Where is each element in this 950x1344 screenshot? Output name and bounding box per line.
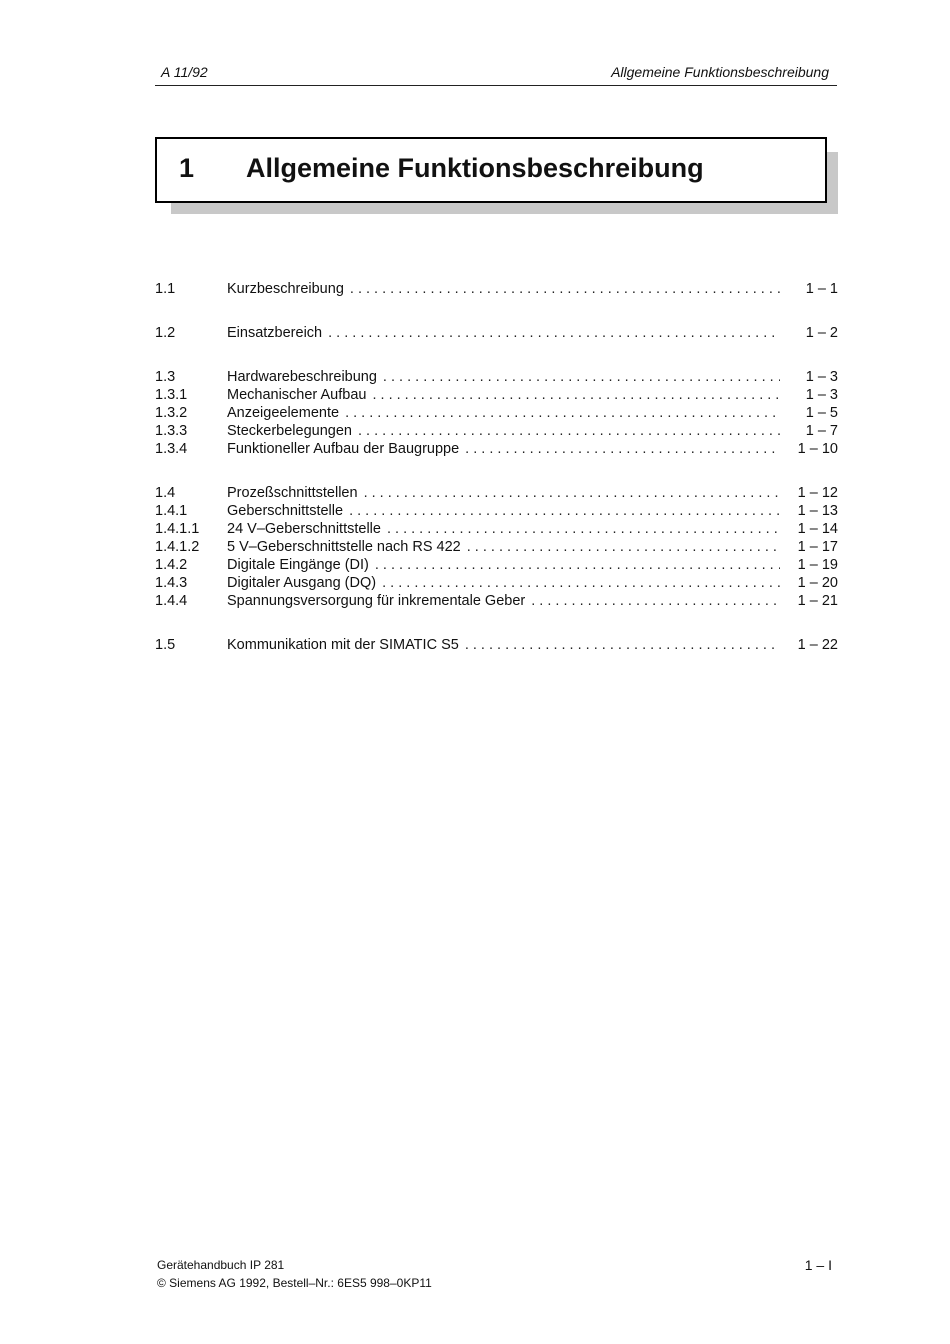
toc-number: 1.4.1 <box>155 503 188 519</box>
toc-title: Funktioneller Aufbau der Baugruppe <box>227 441 460 457</box>
toc-page: 1 – 14 <box>797 521 838 537</box>
toc-row <box>155 592 838 610</box>
toc-page: 1 – 5 <box>805 405 838 421</box>
toc-number: 1.4.4 <box>155 593 188 609</box>
toc-number: 1.4.1.1 <box>155 521 200 537</box>
toc-row <box>155 484 838 502</box>
toc-leader-dots <box>465 636 780 654</box>
toc-leader-dots <box>345 404 780 422</box>
toc-row <box>155 386 838 404</box>
toc-page: 1 – 17 <box>797 539 838 555</box>
toc-page: 1 – 20 <box>797 575 838 591</box>
toc-title: Geberschnittstelle <box>227 503 344 519</box>
header-date: A 11/92 <box>161 64 208 80</box>
toc-page: 1 – 12 <box>797 485 838 501</box>
header-section-title: Allgemeine Funktionsbeschreibung <box>611 64 829 80</box>
toc-title: Mechanischer Aufbau <box>227 387 367 403</box>
toc-page: 1 – 10 <box>797 441 838 457</box>
toc-title: 24 V–Geberschnittstelle <box>227 521 381 537</box>
toc-number: 1.4.1.2 <box>155 539 200 555</box>
toc-title: Kommunikation mit der SIMATIC S5 <box>227 637 459 653</box>
chapter-title: Allgemeine Funktionsbeschreibung <box>246 153 704 183</box>
toc-page: 1 – 3 <box>805 387 838 403</box>
toc-number: 1.3.4 <box>155 441 188 457</box>
toc-title: Anzeigeelemente <box>227 405 340 421</box>
toc-title: Einsatzbereich <box>227 325 323 341</box>
footer-manual-title: Gerätehandbuch IP 281 <box>157 1258 285 1272</box>
toc-leader-dots <box>531 592 780 610</box>
toc-row <box>155 280 838 298</box>
toc-leader-dots <box>372 386 780 404</box>
toc-number: 1.4 <box>155 485 176 501</box>
toc-leader-dots <box>350 280 780 298</box>
toc-leader-dots <box>467 538 780 556</box>
toc-page: 1 – 7 <box>805 423 838 439</box>
toc-page: 1 – 2 <box>805 325 838 341</box>
toc-title: Hardwarebeschreibung <box>227 369 377 385</box>
page-header <box>155 62 837 86</box>
toc-row <box>155 368 838 386</box>
toc-leader-dots <box>364 484 780 502</box>
chapter-number: 1 <box>179 153 195 183</box>
footer-page-number: 1 – I <box>804 1257 832 1273</box>
toc-row <box>155 574 838 592</box>
toc-number: 1.3.1 <box>155 387 188 403</box>
toc-page: 1 – 13 <box>797 503 838 519</box>
toc-number: 1.5 <box>155 637 176 653</box>
toc-title: Steckerbelegungen <box>227 423 352 439</box>
toc-page: 1 – 1 <box>805 281 838 297</box>
toc-title: Prozeßschnittstellen <box>227 485 358 501</box>
toc-leader-dots <box>382 574 780 592</box>
toc-page: 1 – 19 <box>797 557 838 573</box>
toc-row <box>155 422 838 440</box>
toc-title: Digitaler Ausgang (DQ) <box>227 575 377 591</box>
toc-row <box>155 520 838 538</box>
toc-title: 5 V–Geberschnittstelle nach RS 422 <box>227 539 461 555</box>
toc-leader-dots <box>387 520 780 538</box>
toc-row <box>155 440 838 458</box>
table-of-contents <box>155 280 838 654</box>
toc-row <box>155 502 838 520</box>
toc-leader-dots <box>375 556 780 574</box>
toc-title: Digitale Eingänge (DI) <box>227 557 369 573</box>
chapter-heading-box <box>155 137 827 203</box>
toc-leader-dots <box>349 502 780 520</box>
toc-row <box>155 556 838 574</box>
toc-leader-dots <box>358 422 780 440</box>
toc-row <box>155 324 838 342</box>
toc-title: Kurzbeschreibung <box>227 281 344 297</box>
toc-title: Spannungsversorgung für inkrementale Geber <box>227 593 526 609</box>
toc-number: 1.3.3 <box>155 423 188 439</box>
toc-number: 1.1 <box>155 281 176 297</box>
toc-number: 1.2 <box>155 325 176 341</box>
toc-row <box>155 636 838 654</box>
toc-page: 1 – 22 <box>797 637 838 653</box>
toc-number: 1.4.2 <box>155 557 188 573</box>
toc-leader-dots <box>383 368 780 386</box>
toc-number: 1.3.2 <box>155 405 188 421</box>
footer-copyright: © Siemens AG 1992, Bestell–Nr.: 6ES5 998–0KP11 <box>157 1276 432 1290</box>
toc-number: 1.4.3 <box>155 575 188 591</box>
toc-page: 1 – 21 <box>797 593 838 609</box>
toc-number: 1.3 <box>155 369 176 385</box>
page-footer <box>157 1256 432 1292</box>
toc-row <box>155 404 838 422</box>
toc-leader-dots <box>328 324 780 342</box>
toc-row <box>155 538 838 556</box>
toc-leader-dots <box>465 440 780 458</box>
toc-page: 1 – 3 <box>805 369 838 385</box>
